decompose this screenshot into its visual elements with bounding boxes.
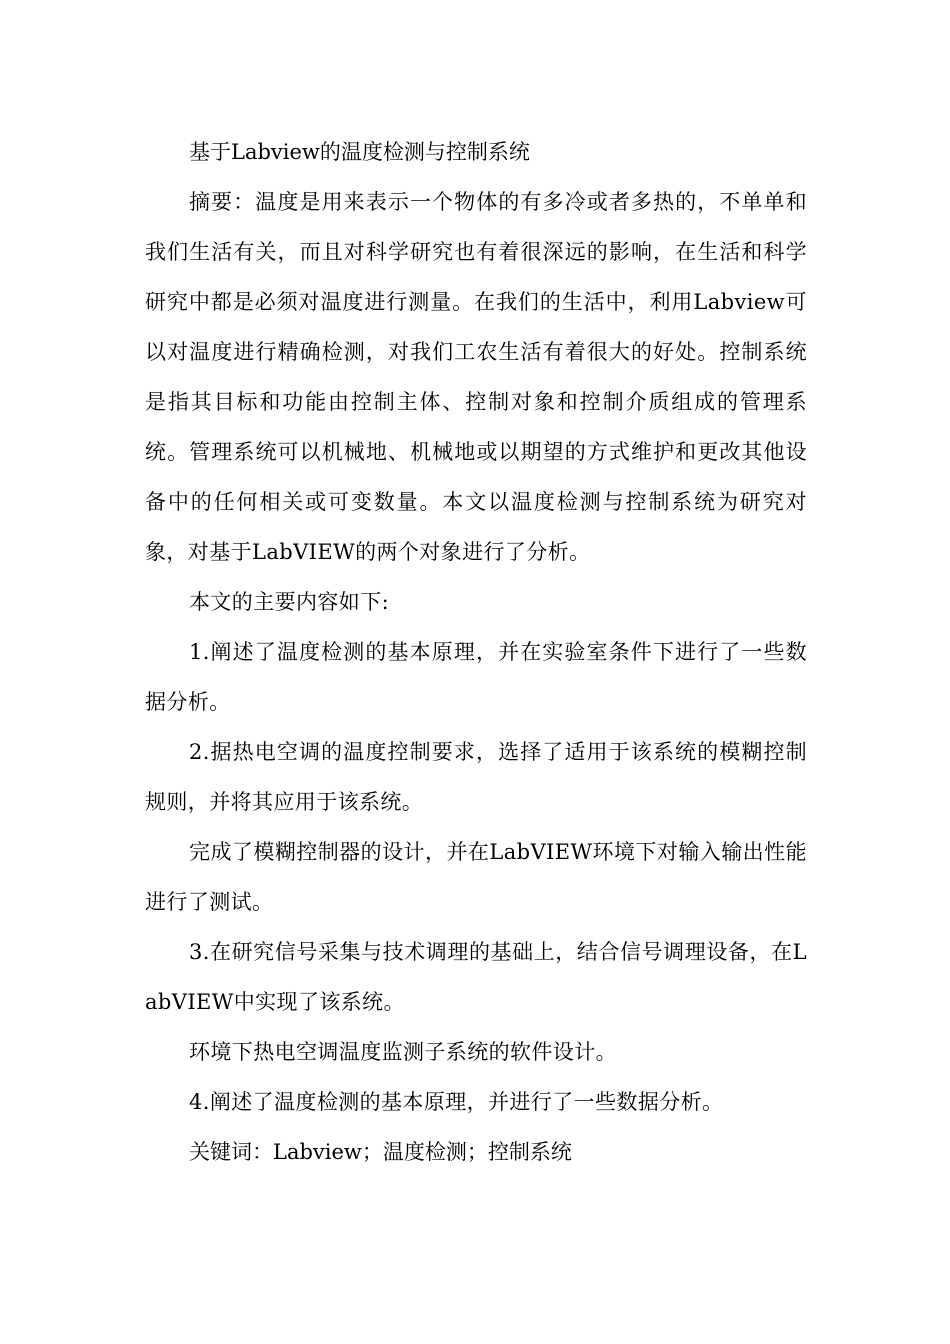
keywords-line: 关键词：Labview；温度检测；控制系统 bbox=[189, 1140, 572, 1164]
content-item-2-continued: 完成了模糊控制器的设计，并在LabVIEW环境下对输入输出性能进行了测试。 bbox=[145, 840, 807, 914]
content-item-2: 2.据热电空调的温度控制要求，选择了适用于该系统的模糊控制规则，并将其应用于该系统。 bbox=[145, 740, 807, 814]
document-title: 基于Labview的温度检测与控制系统 bbox=[189, 140, 530, 164]
content-item-4: 4.阐述了温度检测的基本原理，并进行了一些数据分析。 bbox=[189, 1090, 724, 1114]
content-item-3-continued: 环境下热电空调温度监测子系统的软件设计。 bbox=[189, 1040, 617, 1064]
content-item-1: 1.阐述了温度检测的基本原理，并在实验室条件下进行了一些数据分析。 bbox=[145, 640, 807, 714]
content-item-3: 3.在研究信号采集与技术调理的基础上，结合信号调理设备，在LabVIEW中实现了该系统。 bbox=[145, 940, 807, 1014]
content-intro: 本文的主要内容如下: bbox=[189, 590, 390, 614]
document-body bbox=[145, 127, 807, 1177]
abstract-paragraph: 摘要：温度是用来表示一个物体的有多冷或者多热的，不单单和我们生活有关，而且对科学研究也有着很深远的影响，在生活和科学研究中都是必须对温度进行测量。在我们的生活中，利用Labview可以对温度进行精确检测，对我们工农生活有着很大的好处。控制系统是指其目标和功能由控制主体、控制对象和控制介质组成的管理系统。管理系统可以机械地、机械地或以期望的方式维护和更改其他设备中的任何相关或可变数量。本文以温度检测与控制系统为研究对象，对基于LabVIEW的两个对象进行了分析。 bbox=[145, 190, 807, 564]
